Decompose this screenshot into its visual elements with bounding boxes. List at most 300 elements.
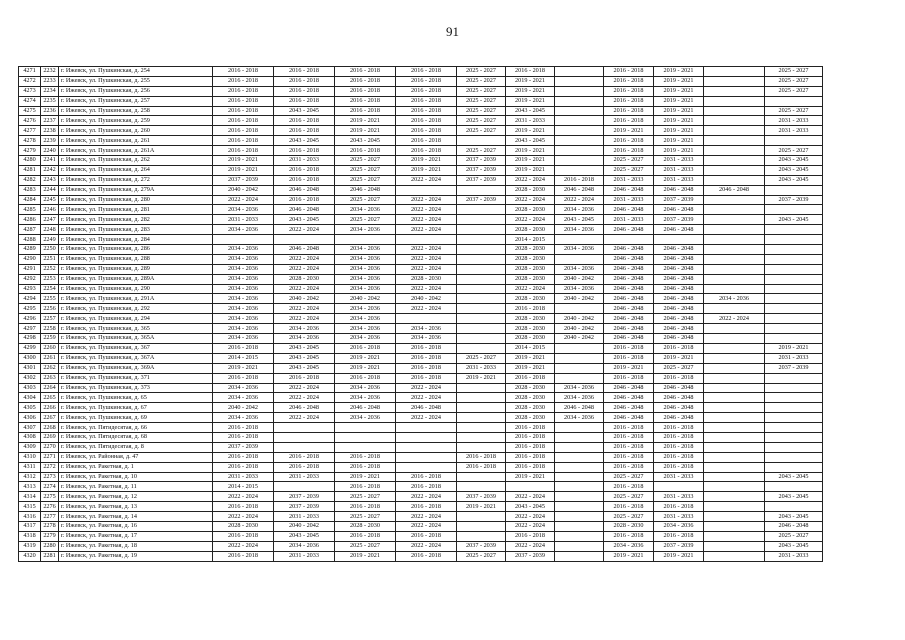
period-cell [704, 126, 765, 136]
period-cell: 2016 - 2018 [213, 86, 274, 96]
period-cell: 2016 - 2018 [396, 116, 457, 126]
row-sub-number: 2249 [41, 235, 59, 245]
row-number: 4285 [19, 205, 41, 215]
period-cell: 2046 - 2048 [654, 205, 704, 215]
row-number: 4283 [19, 185, 41, 195]
period-cell [704, 175, 765, 185]
period-cell [274, 482, 335, 492]
period-cell: 2034 - 2036 [274, 541, 335, 551]
period-cell: 2016 - 2018 [335, 452, 396, 462]
period-cell: 2016 - 2018 [654, 423, 704, 433]
row-number: 4284 [19, 195, 41, 205]
period-cell: 2031 - 2033 [654, 472, 704, 482]
period-cell [704, 413, 765, 423]
period-cell [704, 274, 765, 284]
period-cell: 2019 - 2021 [604, 363, 654, 373]
period-cell [457, 294, 506, 304]
period-cell: 2037 - 2039 [457, 156, 506, 166]
period-cell: 2016 - 2018 [396, 551, 457, 561]
row-sub-number: 2238 [41, 126, 59, 136]
page-number: 91 [446, 24, 459, 39]
period-cell: 2016 - 2018 [213, 551, 274, 561]
period-cell [765, 314, 823, 324]
row-number: 4314 [19, 492, 41, 502]
row-sub-number: 2255 [41, 294, 59, 304]
period-cell: 2043 - 2045 [765, 492, 823, 502]
period-cell: 2016 - 2018 [396, 343, 457, 353]
period-cell: 2034 - 2036 [604, 541, 654, 551]
period-cell: 2022 - 2024 [506, 195, 555, 205]
row-sub-number: 2239 [41, 136, 59, 146]
period-cell: 2019 - 2021 [654, 353, 704, 363]
table-body [19, 67, 823, 562]
period-cell [765, 324, 823, 334]
period-cell [555, 116, 604, 126]
table-row [19, 531, 823, 541]
period-cell: 2040 - 2042 [213, 185, 274, 195]
period-cell: 2016 - 2018 [604, 146, 654, 156]
period-cell [274, 423, 335, 433]
period-cell: 2019 - 2021 [654, 106, 704, 116]
period-cell: 2019 - 2021 [604, 551, 654, 561]
address-cell: г. Ижевск, ул. Пушкинская, д. 290 [59, 284, 213, 294]
period-cell: 2046 - 2048 [654, 274, 704, 284]
table-row [19, 492, 823, 502]
period-cell [555, 353, 604, 363]
period-cell [704, 254, 765, 264]
period-cell [704, 502, 765, 512]
row-number: 4295 [19, 304, 41, 314]
address-cell: г. Ижевск, ул. Пушкинская, д. 264 [59, 165, 213, 175]
period-cell: 2043 - 2045 [506, 106, 555, 116]
period-cell: 2016 - 2018 [604, 96, 654, 106]
period-cell [457, 334, 506, 344]
period-cell: 2016 - 2018 [604, 442, 654, 452]
period-cell: 2022 - 2024 [274, 383, 335, 393]
period-cell: 2046 - 2048 [654, 304, 704, 314]
period-cell [765, 403, 823, 413]
period-cell: 2043 - 2045 [765, 156, 823, 166]
period-cell: 2016 - 2018 [506, 67, 555, 77]
period-cell: 2025 - 2027 [335, 541, 396, 551]
period-cell [704, 343, 765, 353]
period-cell: 2016 - 2018 [274, 165, 335, 175]
address-cell: г. Ижевск, ул. Пушкинская, д. 279А [59, 185, 213, 195]
period-cell [555, 165, 604, 175]
row-number: 4305 [19, 403, 41, 413]
address-cell: г. Ижевск, ул. Ракетная, д. 17 [59, 531, 213, 541]
period-cell [654, 482, 704, 492]
period-cell: 2019 - 2021 [654, 96, 704, 106]
address-cell: г. Ижевск, ул. Пушкинская, д. 288 [59, 254, 213, 264]
period-cell: 2037 - 2039 [765, 195, 823, 205]
row-number: 4297 [19, 324, 41, 334]
period-cell [765, 294, 823, 304]
table-row [19, 413, 823, 423]
period-cell [555, 254, 604, 264]
period-cell: 2046 - 2048 [654, 334, 704, 344]
period-cell [765, 334, 823, 344]
period-cell: 2034 - 2036 [335, 413, 396, 423]
row-number: 4298 [19, 334, 41, 344]
address-cell: г. Ижевск, ул. Ракетная, д. 18 [59, 541, 213, 551]
period-cell [765, 225, 823, 235]
row-sub-number: 2281 [41, 551, 59, 561]
period-cell: 2019 - 2021 [506, 146, 555, 156]
period-cell [704, 393, 765, 403]
period-cell [555, 531, 604, 541]
period-cell: 2022 - 2024 [555, 195, 604, 205]
row-number: 4302 [19, 373, 41, 383]
period-cell: 2025 - 2027 [457, 67, 506, 77]
period-cell: 2022 - 2024 [396, 284, 457, 294]
period-cell [457, 403, 506, 413]
period-cell: 2034 - 2036 [335, 304, 396, 314]
period-cell: 2031 - 2033 [457, 363, 506, 373]
period-cell: 2043 - 2045 [274, 363, 335, 373]
period-cell [765, 96, 823, 106]
period-cell: 2034 - 2036 [213, 245, 274, 255]
row-number: 4300 [19, 353, 41, 363]
period-cell [765, 136, 823, 146]
table-row [19, 373, 823, 383]
period-cell [765, 205, 823, 215]
period-cell: 2022 - 2024 [274, 314, 335, 324]
period-cell [555, 86, 604, 96]
period-cell: 2034 - 2036 [654, 521, 704, 531]
period-cell: 2046 - 2048 [335, 403, 396, 413]
period-cell: 2034 - 2036 [213, 393, 274, 403]
table-row [19, 334, 823, 344]
period-cell: 2016 - 2018 [506, 531, 555, 541]
row-sub-number: 2274 [41, 482, 59, 492]
period-cell: 2040 - 2042 [555, 324, 604, 334]
period-cell [457, 254, 506, 264]
period-cell: 2043 - 2045 [765, 165, 823, 175]
row-number: 4301 [19, 363, 41, 373]
table-row [19, 393, 823, 403]
period-cell [704, 264, 765, 274]
period-cell: 2016 - 2018 [335, 106, 396, 116]
address-cell: г. Ижевск, ул. Пушкинская, д. 281 [59, 205, 213, 215]
period-cell: 2019 - 2021 [654, 126, 704, 136]
period-cell: 2016 - 2018 [604, 136, 654, 146]
row-number: 4317 [19, 521, 41, 531]
row-sub-number: 2245 [41, 195, 59, 205]
period-cell: 2046 - 2048 [654, 383, 704, 393]
table-row [19, 324, 823, 334]
table-row [19, 116, 823, 126]
address-cell: г. Ижевск, ул. Пушкинская, д. 257 [59, 96, 213, 106]
period-cell [765, 383, 823, 393]
period-cell: 2014 - 2015 [213, 482, 274, 492]
period-cell: 2016 - 2018 [654, 442, 704, 452]
period-cell: 2037 - 2039 [274, 492, 335, 502]
table-row [19, 76, 823, 86]
period-cell: 2016 - 2018 [274, 373, 335, 383]
row-sub-number: 2247 [41, 215, 59, 225]
table-row [19, 383, 823, 393]
address-cell: г. Ижевск, ул. Пушкинская, д. 260 [59, 126, 213, 136]
period-cell [335, 423, 396, 433]
address-cell: г. Ижевск, ул. Пушкинская, д. 365А [59, 334, 213, 344]
period-cell: 2016 - 2018 [604, 343, 654, 353]
period-cell [704, 165, 765, 175]
period-cell: 2016 - 2018 [213, 146, 274, 156]
period-cell: 2034 - 2036 [213, 324, 274, 334]
period-cell: 2025 - 2027 [335, 165, 396, 175]
period-cell: 2019 - 2021 [396, 165, 457, 175]
period-cell: 2046 - 2048 [604, 413, 654, 423]
period-cell: 2014 - 2015 [506, 235, 555, 245]
row-sub-number: 2270 [41, 442, 59, 452]
period-cell [457, 235, 506, 245]
period-cell: 2016 - 2018 [213, 452, 274, 462]
period-cell: 2028 - 2030 [506, 314, 555, 324]
period-cell: 2046 - 2048 [604, 314, 654, 324]
period-cell [765, 254, 823, 264]
period-cell: 2022 - 2024 [396, 304, 457, 314]
period-cell: 2037 - 2039 [457, 175, 506, 185]
period-cell: 2034 - 2036 [335, 314, 396, 324]
period-cell: 2022 - 2024 [396, 175, 457, 185]
row-number: 4275 [19, 106, 41, 116]
period-cell: 2040 - 2042 [555, 314, 604, 324]
period-cell: 2046 - 2048 [396, 403, 457, 413]
period-cell: 2016 - 2018 [335, 86, 396, 96]
period-cell: 2022 - 2024 [274, 393, 335, 403]
row-number: 4291 [19, 264, 41, 274]
period-cell: 2046 - 2048 [704, 185, 765, 195]
period-cell: 2034 - 2036 [335, 334, 396, 344]
period-cell: 2019 - 2021 [506, 76, 555, 86]
period-cell: 2046 - 2048 [335, 185, 396, 195]
table-row [19, 245, 823, 255]
period-cell: 2046 - 2048 [654, 264, 704, 274]
period-cell [274, 235, 335, 245]
period-cell: 2016 - 2018 [396, 502, 457, 512]
period-cell: 2034 - 2036 [335, 383, 396, 393]
period-cell: 2016 - 2018 [604, 502, 654, 512]
period-cell [274, 442, 335, 452]
period-cell: 2046 - 2048 [654, 403, 704, 413]
period-cell [765, 442, 823, 452]
period-cell [654, 235, 704, 245]
period-cell: 2046 - 2048 [654, 393, 704, 403]
period-cell: 2034 - 2036 [213, 254, 274, 264]
period-cell [457, 472, 506, 482]
period-cell: 2025 - 2027 [457, 146, 506, 156]
row-sub-number: 2254 [41, 284, 59, 294]
period-cell: 2025 - 2027 [457, 551, 506, 561]
period-cell: 2016 - 2018 [213, 343, 274, 353]
row-sub-number: 2256 [41, 304, 59, 314]
period-cell [765, 462, 823, 472]
period-cell: 2016 - 2018 [213, 373, 274, 383]
table-row [19, 215, 823, 225]
period-cell: 2046 - 2048 [604, 274, 654, 284]
row-sub-number: 2268 [41, 423, 59, 433]
row-number: 4310 [19, 452, 41, 462]
period-cell [396, 185, 457, 195]
period-cell: 2019 - 2021 [396, 156, 457, 166]
period-cell: 2031 - 2033 [765, 116, 823, 126]
period-cell: 2034 - 2036 [213, 294, 274, 304]
period-cell: 2016 - 2018 [506, 442, 555, 452]
period-cell: 2028 - 2030 [506, 245, 555, 255]
period-cell: 2046 - 2048 [604, 304, 654, 314]
period-cell [704, 383, 765, 393]
address-cell: г. Ижевск, ул. Пушкинская, д. 258 [59, 106, 213, 116]
period-cell: 2043 - 2045 [274, 106, 335, 116]
row-sub-number: 2277 [41, 512, 59, 522]
address-cell: г. Ижевск, ул. Пушкинская, д. 291А [59, 294, 213, 304]
row-number: 4278 [19, 136, 41, 146]
table-row [19, 502, 823, 512]
period-cell [704, 146, 765, 156]
period-cell [704, 304, 765, 314]
table-row [19, 146, 823, 156]
row-number: 4272 [19, 76, 41, 86]
period-cell: 2016 - 2018 [335, 462, 396, 472]
period-cell: 2016 - 2018 [274, 126, 335, 136]
period-cell: 2028 - 2030 [213, 521, 274, 531]
period-cell: 2046 - 2048 [274, 403, 335, 413]
row-sub-number: 2241 [41, 156, 59, 166]
period-cell: 2025 - 2027 [457, 106, 506, 116]
address-cell: г. Ижевск, ул. Пушкинская, д. 289А [59, 274, 213, 284]
row-number: 4282 [19, 175, 41, 185]
period-cell: 2016 - 2018 [213, 136, 274, 146]
period-cell: 2016 - 2018 [335, 373, 396, 383]
address-cell: г. Ижевск, ул. Пушкинская, д. 371 [59, 373, 213, 383]
period-cell: 2043 - 2045 [274, 531, 335, 541]
period-cell [457, 442, 506, 452]
period-cell: 2016 - 2018 [274, 67, 335, 77]
row-number: 4313 [19, 482, 41, 492]
address-cell: г. Ижевск, ул. Пушкинская, д. 262 [59, 156, 213, 166]
period-cell: 2022 - 2024 [213, 195, 274, 205]
period-cell: 2040 - 2042 [555, 334, 604, 344]
period-cell [765, 502, 823, 512]
period-cell [704, 67, 765, 77]
period-cell: 2016 - 2018 [506, 304, 555, 314]
period-cell: 2046 - 2048 [555, 403, 604, 413]
period-cell [555, 541, 604, 551]
period-cell [396, 432, 457, 442]
period-cell: 2046 - 2048 [604, 245, 654, 255]
period-cell [396, 423, 457, 433]
period-cell [457, 185, 506, 195]
period-cell: 2016 - 2018 [335, 502, 396, 512]
period-cell: 2028 - 2030 [274, 274, 335, 284]
address-cell: г. Ижевск, ул. Пушкинская, д. 367А [59, 353, 213, 363]
address-cell: г. Ижевск, ул. Пушкинская, д. 294 [59, 314, 213, 324]
period-cell: 2016 - 2018 [274, 452, 335, 462]
row-sub-number: 2269 [41, 432, 59, 442]
period-cell: 2046 - 2048 [274, 245, 335, 255]
period-cell: 2016 - 2018 [604, 452, 654, 462]
period-cell [396, 442, 457, 452]
row-sub-number: 2280 [41, 541, 59, 551]
period-cell: 2031 - 2033 [765, 551, 823, 561]
period-cell: 2022 - 2024 [396, 393, 457, 403]
table-row [19, 106, 823, 116]
row-number: 4289 [19, 245, 41, 255]
period-cell [765, 245, 823, 255]
row-sub-number: 2240 [41, 146, 59, 156]
table-row [19, 185, 823, 195]
period-cell: 2019 - 2021 [213, 363, 274, 373]
period-cell [457, 264, 506, 274]
period-cell: 2022 - 2024 [396, 541, 457, 551]
row-sub-number: 2246 [41, 205, 59, 215]
period-cell [704, 116, 765, 126]
period-cell: 2031 - 2033 [654, 512, 704, 522]
row-number: 4315 [19, 502, 41, 512]
period-cell [335, 235, 396, 245]
period-cell: 2014 - 2015 [213, 353, 274, 363]
row-sub-number: 2242 [41, 165, 59, 175]
period-cell: 2019 - 2021 [506, 86, 555, 96]
period-cell: 2016 - 2018 [654, 432, 704, 442]
table-row [19, 274, 823, 284]
period-cell [457, 482, 506, 492]
period-cell: 2022 - 2024 [396, 512, 457, 522]
period-cell: 2022 - 2024 [396, 215, 457, 225]
period-cell: 2016 - 2018 [213, 106, 274, 116]
period-cell: 2034 - 2036 [335, 205, 396, 215]
period-cell: 2034 - 2036 [396, 334, 457, 344]
table-row [19, 205, 823, 215]
period-cell [213, 235, 274, 245]
table-row [19, 165, 823, 175]
period-cell [555, 521, 604, 531]
period-cell [704, 156, 765, 166]
period-cell: 2034 - 2036 [213, 334, 274, 344]
address-cell: г. Ижевск, ул. Ракетная, д. 10 [59, 472, 213, 482]
period-cell: 2031 - 2033 [654, 165, 704, 175]
period-cell: 2016 - 2018 [396, 126, 457, 136]
period-cell [704, 472, 765, 482]
period-cell: 2016 - 2018 [654, 452, 704, 462]
period-cell: 2019 - 2021 [457, 502, 506, 512]
address-cell: г. Ижевск, ул. Пушкинская, д. 289 [59, 264, 213, 274]
period-cell [555, 442, 604, 452]
period-cell [704, 225, 765, 235]
period-cell: 2019 - 2021 [335, 551, 396, 561]
period-cell: 2014 - 2015 [506, 343, 555, 353]
period-cell: 2046 - 2048 [604, 264, 654, 274]
period-cell [765, 452, 823, 462]
period-cell: 2031 - 2033 [274, 512, 335, 522]
period-cell: 2019 - 2021 [506, 165, 555, 175]
period-cell: 2019 - 2021 [765, 343, 823, 353]
schedule-table [18, 66, 823, 562]
period-cell: 2025 - 2027 [335, 175, 396, 185]
period-cell: 2019 - 2021 [506, 156, 555, 166]
period-cell [457, 324, 506, 334]
period-cell: 2034 - 2036 [555, 264, 604, 274]
period-cell: 2016 - 2018 [506, 462, 555, 472]
row-sub-number: 2232 [41, 67, 59, 77]
period-cell: 2046 - 2048 [654, 225, 704, 235]
period-cell: 2016 - 2018 [506, 432, 555, 442]
period-cell [457, 136, 506, 146]
period-cell: 2019 - 2021 [506, 363, 555, 373]
period-cell: 2016 - 2018 [274, 96, 335, 106]
row-number: 4288 [19, 235, 41, 245]
